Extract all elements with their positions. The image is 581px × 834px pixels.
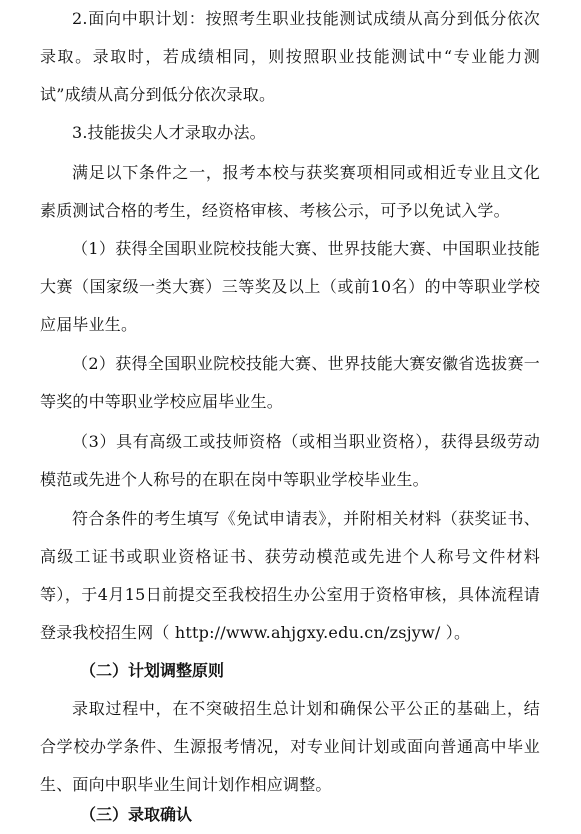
paragraph-application-instructions: 符合条件的考生填写《免试申请表》，并附相关材料（获奖证书、高级工证书或职业资格证书、获劳动模范或先进个人称号文件材料等），于4月15日前提交至我校招生办公室用于资格审核，具体流程请登录我校招生网（ http://www.ahjgxy.edu.cn/zsjyw/ ）。 bbox=[40, 509, 540, 642]
paragraph-vocational-admission: 2.面向中职计划：按照考生职业技能测试成绩从高分到低分依次录取。录取时，若成绩相同，则按照职业技能测试中“专业能力测试”成绩从高分到低分依次录取。 bbox=[40, 9, 540, 104]
section-heading-admission-confirmation: （三）录取确认 bbox=[80, 805, 193, 824]
paragraph-conditions: 满足以下条件之一，报考本校与获奖赛项相同或相近专业且文化素质测试合格的考生，经资格审核、考核公示，可予以免试入学。 bbox=[40, 163, 540, 220]
paragraph-skill-talent-heading: 3.技能拔尖人才录取办法。 bbox=[72, 123, 266, 142]
section-heading-plan-adjustment: （二）计划调整原则 bbox=[80, 661, 225, 680]
paragraph-plan-adjustment: 录取过程中，在不突破招生总计划和确保公平公正的基础上，结合学校办学条件、生源报考情况，对专业间计划或面向普通高中毕业生、面向中职毕业生间计划作相应调整。 bbox=[40, 699, 540, 794]
paragraph-condition-3: （3）具有高级工或技师资格（或相当职业资格），获得县级劳动模范或先进个人称号的在职在岗中等职业学校毕业生。 bbox=[40, 432, 540, 489]
paragraph-condition-1: （1）获得全国职业院校技能大赛、世界技能大赛、中国职业技能大赛（国家级一类大赛）三等奖及以上（或前10名）的中等职业学校应届毕业生。 bbox=[40, 239, 540, 334]
paragraph-condition-2: （2）获得全国职业院校技能大赛、世界技能大赛安徽省选拔赛一等奖的中等职业学校应届毕业生。 bbox=[40, 354, 540, 411]
